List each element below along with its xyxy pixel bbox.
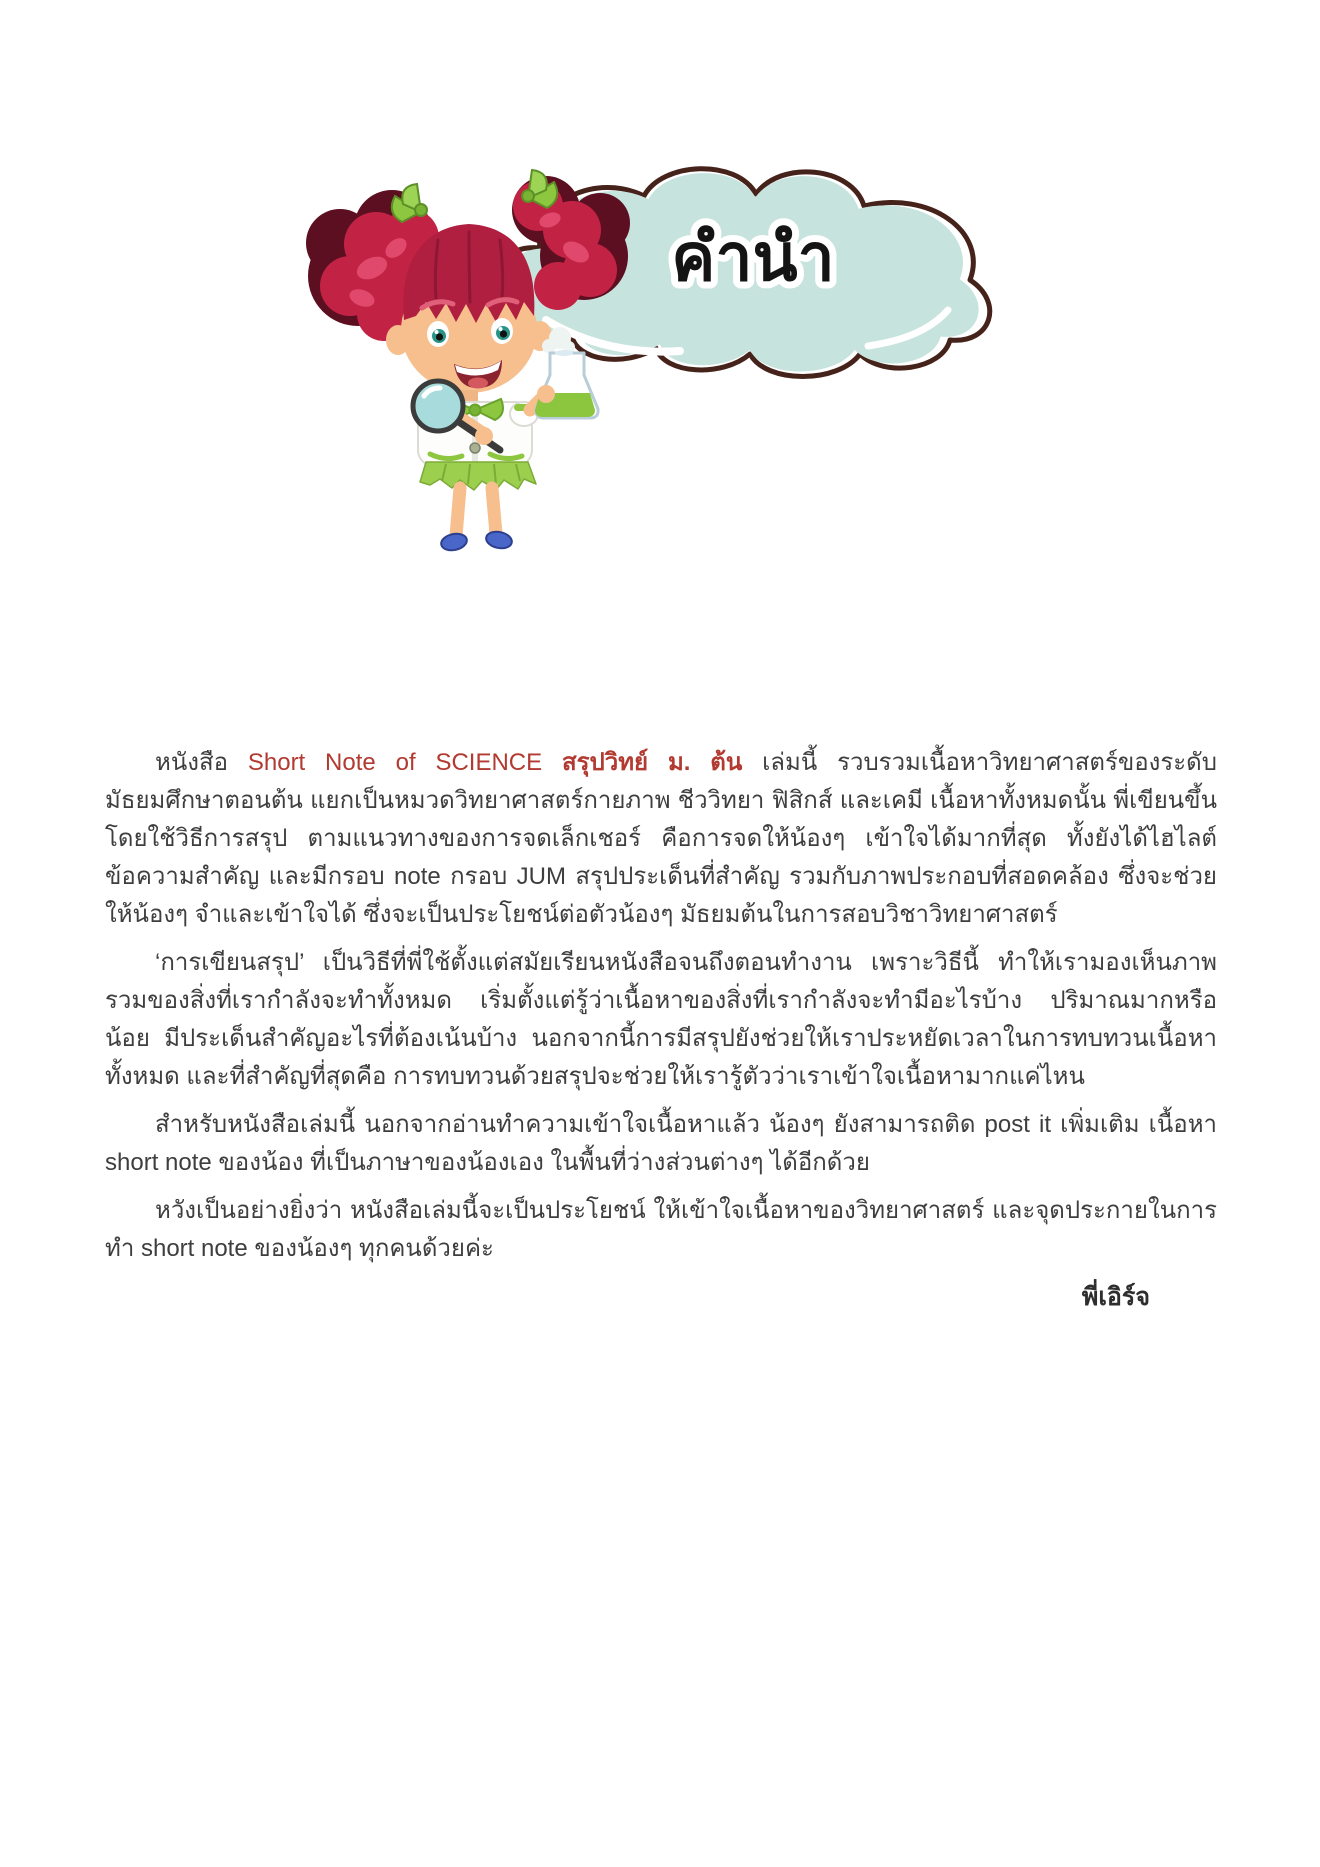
paragraph-4: หวังเป็นอย่างยิ่งว่า หนังสือเล่มนี้จะเป็นประโยชน์ ให้เข้าใจเนื้อหาของวิทยาศาสตร์ และจุดประกายในการทำ short note ของน้องๆ ทุกคนด้วยค่ะ (105, 1197, 1217, 1262)
skirt (420, 462, 536, 490)
paragraph-3: สำหรับหนังสือเล่มนี้ นอกจากอ่านทำความเข้าใจเนื้อหาแล้ว น้องๆ ยังสามารถติด post it เพิ่มเติม เนื้อหา short note ของน้อง ที่เป็นภาษาของน้องเอง ในพื้นที่ว่างส่วนต่างๆ ได้อีกด้วย (105, 1111, 1217, 1176)
p1-lead: หนังสือ (155, 749, 248, 776)
page-title: คำนำ (671, 220, 835, 294)
header-illustration (288, 148, 1012, 562)
book-title-en: Short Note of SCIENCE (247, 749, 562, 776)
paragraph-2: ‘การเขียนสรุป’ เป็นวิธีที่พี่ใช้ตั้งแต่สมัยเรียนหนังสือจนถึงตอนทำงาน เพราะวิธีนี้ ทำให้เรามองเห็นภาพรวมของสิ่งที่เรากำลังจะทำทั้งหมด เริ่มตั้งแต่รู้ว่าเนื้อหาของสิ่งที่เรากำลังจะทำมีอะไรบ้าง ปริมาณมากหรือน้อย มีประเด็นสำคัญอะไรที่ต้องเน้นบ้าง นอกจากนี้การมีสรุปยังช่วยให้เราประหยัดเวลาในการทบทวนเนื้อหาทั้งหมด และที่สำคัญที่สุดคือ การทบทวนด้วยสรุปจะช่วยให้เรารู้ตัวว่าเราเข้าใจเนื้อหามากแค่ไหน (105, 949, 1217, 1090)
author-signature: พี่เอิร์จ (1081, 1283, 1150, 1311)
scientist-girl (306, 170, 630, 553)
coat-button (470, 443, 480, 453)
p1-rest: เล่มนี้ รวบรวมเนื้อหาวิทยาศาสตร์ของระดับมัธยมศึกษาตอนต้น แยกเป็นหมวดวิทยาศาสตร์กายภาพ ชีววิทยา ฟิสิกส์ และเคมี เนื้อหาทั้งหมดนั้น พี่เขียนขึ้นโดยใช้วิธีการสรุป ตามแนวทางของการจดเล็กเชอร์ คือการจดให้น้องๆ เข้าใจได้มากที่สุด ทั้งยังได้ไฮไลต์ข้อความสำคัญ และมีกรอบ note กรอบ JUM สรุปประเด็นที่สำคัญ รวมกับภาพประกอบที่สอดคล้อง ซึ่งจะช่วยให้น้องๆ จำและเข้าใจได้ ซึ่งจะเป็นประโยชน์ต่อตัวน้องๆ มัธยมต้นในการสอบวิชาวิทยาศาสตร์ (105, 749, 1217, 928)
bow-icon-left (392, 184, 427, 222)
preface-body (105, 744, 1217, 1326)
book-title-th: สรุปวิทย์ ม. ต้น (561, 749, 743, 776)
legs (456, 488, 496, 536)
paragraph-1 (105, 744, 1217, 934)
